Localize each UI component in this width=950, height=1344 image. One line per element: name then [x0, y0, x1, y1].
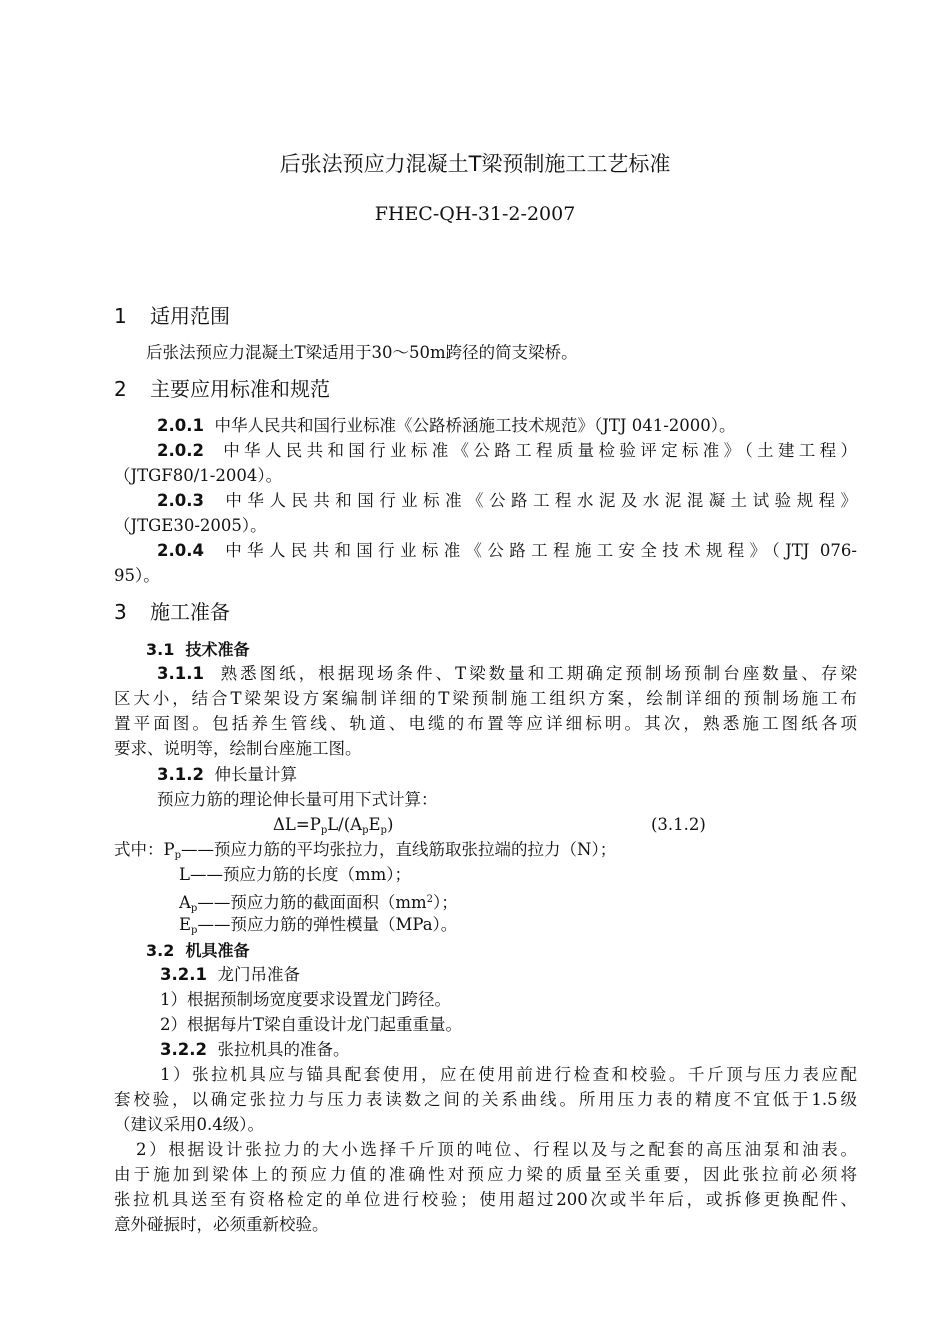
paragraph-3-1-1-line2: 区大小，结合T梁架设方案编制详细的T梁预制施工组织方案，绘制详细的预制场施工布: [114, 689, 857, 708]
clause-number: 3.2.1: [160, 965, 207, 984]
list-item: 2）根据每片T梁自重设计龙门起重重量。: [160, 1015, 463, 1034]
item-text: 中华人民共和国行业标准《公路工程施工安全技术规程》（JTJ 076-: [225, 541, 857, 560]
paragraph-3-2-2-item2-line2: 由于施加到梁体上的预应力值的准确性对预应力梁的质量至关重要，因此张拉前必须将: [114, 1165, 857, 1184]
clause-number: 3.2.2: [160, 1040, 207, 1059]
section-number: 1: [114, 304, 127, 328]
clause-number: 3.1.2: [157, 765, 204, 784]
paragraph-3-2-1-heading: 3.2.1 龙门吊准备: [160, 965, 300, 984]
item-text: 中华人民共和国行业标准《公路工程质量检验评定标准》（土建工程）: [223, 441, 857, 460]
standard-item-2-0-2: [157, 438, 857, 463]
subsection-number: 3.2: [146, 941, 175, 960]
standard-item-2-0-4-cont: 95）。: [114, 566, 160, 585]
section-1-heading: [114, 302, 230, 330]
document-title: 后张法预应力混凝土T梁预制施工工艺标准: [279, 152, 671, 176]
definition-pp: 式中：$P_p——$预应力筋的平均张拉力，直线筋取张拉端的拉力（N）；: [114, 840, 617, 861]
standard-item-2-0-3: [157, 488, 857, 513]
standard-item-2-0-4: [157, 538, 857, 563]
definition-ap: $A_p——$预应力筋的截面面积$(mm^2)$；: [179, 893, 458, 914]
paragraph-3-2-2-heading: 3.2.2 张拉机具的准备。: [160, 1040, 350, 1059]
subsection-3-1-heading: [146, 637, 250, 662]
item-text: 中华人民共和国行业标准《公路桥涵施工技术规范》（JTJ 041-2000）。: [214, 416, 736, 435]
section-2-heading: [114, 375, 330, 403]
item-number: 2.0.1: [157, 416, 204, 435]
formula-intro: 预应力筋的理论伸长量可用下式计算：: [157, 790, 438, 809]
paragraph-3-1-1-line4: 要求、说明等，绘制台座施工图。: [114, 739, 362, 758]
section-title: 施工准备: [150, 600, 230, 624]
paragraph-3-2-2-item2-line4: 意外碰振时，必须重新校验。: [114, 1215, 329, 1234]
definition-ep: $E_p——$预应力筋的弹性模量（MPa）。: [179, 915, 458, 936]
paragraph-3-2-2-item1-line2: 套校验，以确定张拉力与压力表读数之间的关系曲线。所用压力表的精度不宜低于1.5级: [114, 1090, 857, 1109]
section-number: 3: [114, 600, 127, 624]
elongation-formula: $\Delta L=P_pL/(A_pE_p)$: [273, 815, 394, 836]
item-number: 2.0.4: [157, 541, 204, 560]
subsection-title: 技术准备: [185, 640, 250, 659]
clause-number: 3.1.1: [157, 664, 204, 683]
list-item: 1）根据预制场宽度要求设置龙门跨径。: [160, 990, 451, 1009]
item-number: 2.0.2: [157, 441, 204, 460]
section-3-heading: [114, 598, 230, 626]
paragraph-3-1-1-line1: 3.1.1 熟悉图纸，根据现场条件、T梁数量和工期确定预制场预制台座数量、存梁: [157, 664, 857, 683]
subsection-3-2-heading: [146, 938, 250, 963]
paragraph-3-1-1-line3: 置平面图。包括养生管线、轨道、电缆的布置等应详细标明。其次，熟悉施工图纸各项: [114, 714, 857, 733]
paragraph-3-2-2-item1-line3: （建议采用0.4级）。: [114, 1115, 264, 1134]
subsection-number: 3.1: [146, 640, 175, 659]
standard-item-2-0-1: [157, 413, 736, 438]
section-number: 2: [114, 377, 127, 401]
standard-item-2-0-2-cont: （JTGF80/1-2004）。: [114, 466, 283, 485]
paragraph-3-2-2-item2-line3: 张拉机具送至有资格检定的单位进行校验；使用超过200次或半年后，或拆修更换配件、: [114, 1190, 857, 1209]
section-title: 主要应用标准和规范: [150, 377, 330, 401]
paragraph-3-2-2-item2-line1: 2）根据设计张拉力的大小选择千斤顶的吨位、行程以及与之配套的高压油泵和油表。: [136, 1140, 857, 1159]
document-code: FHEC-QH-31-2-2007: [374, 203, 576, 225]
definition-l: L——预应力筋的长度（mm）；: [179, 865, 411, 884]
formula-number: (3.1.2): [651, 815, 706, 834]
subsection-title: 机具准备: [185, 941, 250, 960]
section-title: 适用范围: [150, 304, 230, 328]
paragraph-3-1-2-heading: 3.1.2 伸长量计算: [157, 765, 297, 784]
paragraph-3-2-2-item1-line1: 1）张拉机具应与锚具配套使用，应在使用前进行检查和校验。千斤顶与压力表应配: [160, 1065, 857, 1084]
item-number: 2.0.3: [157, 491, 204, 510]
standard-item-2-0-3-cont: （JTGE30-2005）。: [114, 516, 267, 535]
section-1-text: 后张法预应力混凝土T梁适用于30～50m跨径的简支梁桥。: [146, 343, 578, 362]
item-text: 中华人民共和国行业标准《公路工程水泥及水泥混凝土试验规程》: [225, 491, 858, 510]
